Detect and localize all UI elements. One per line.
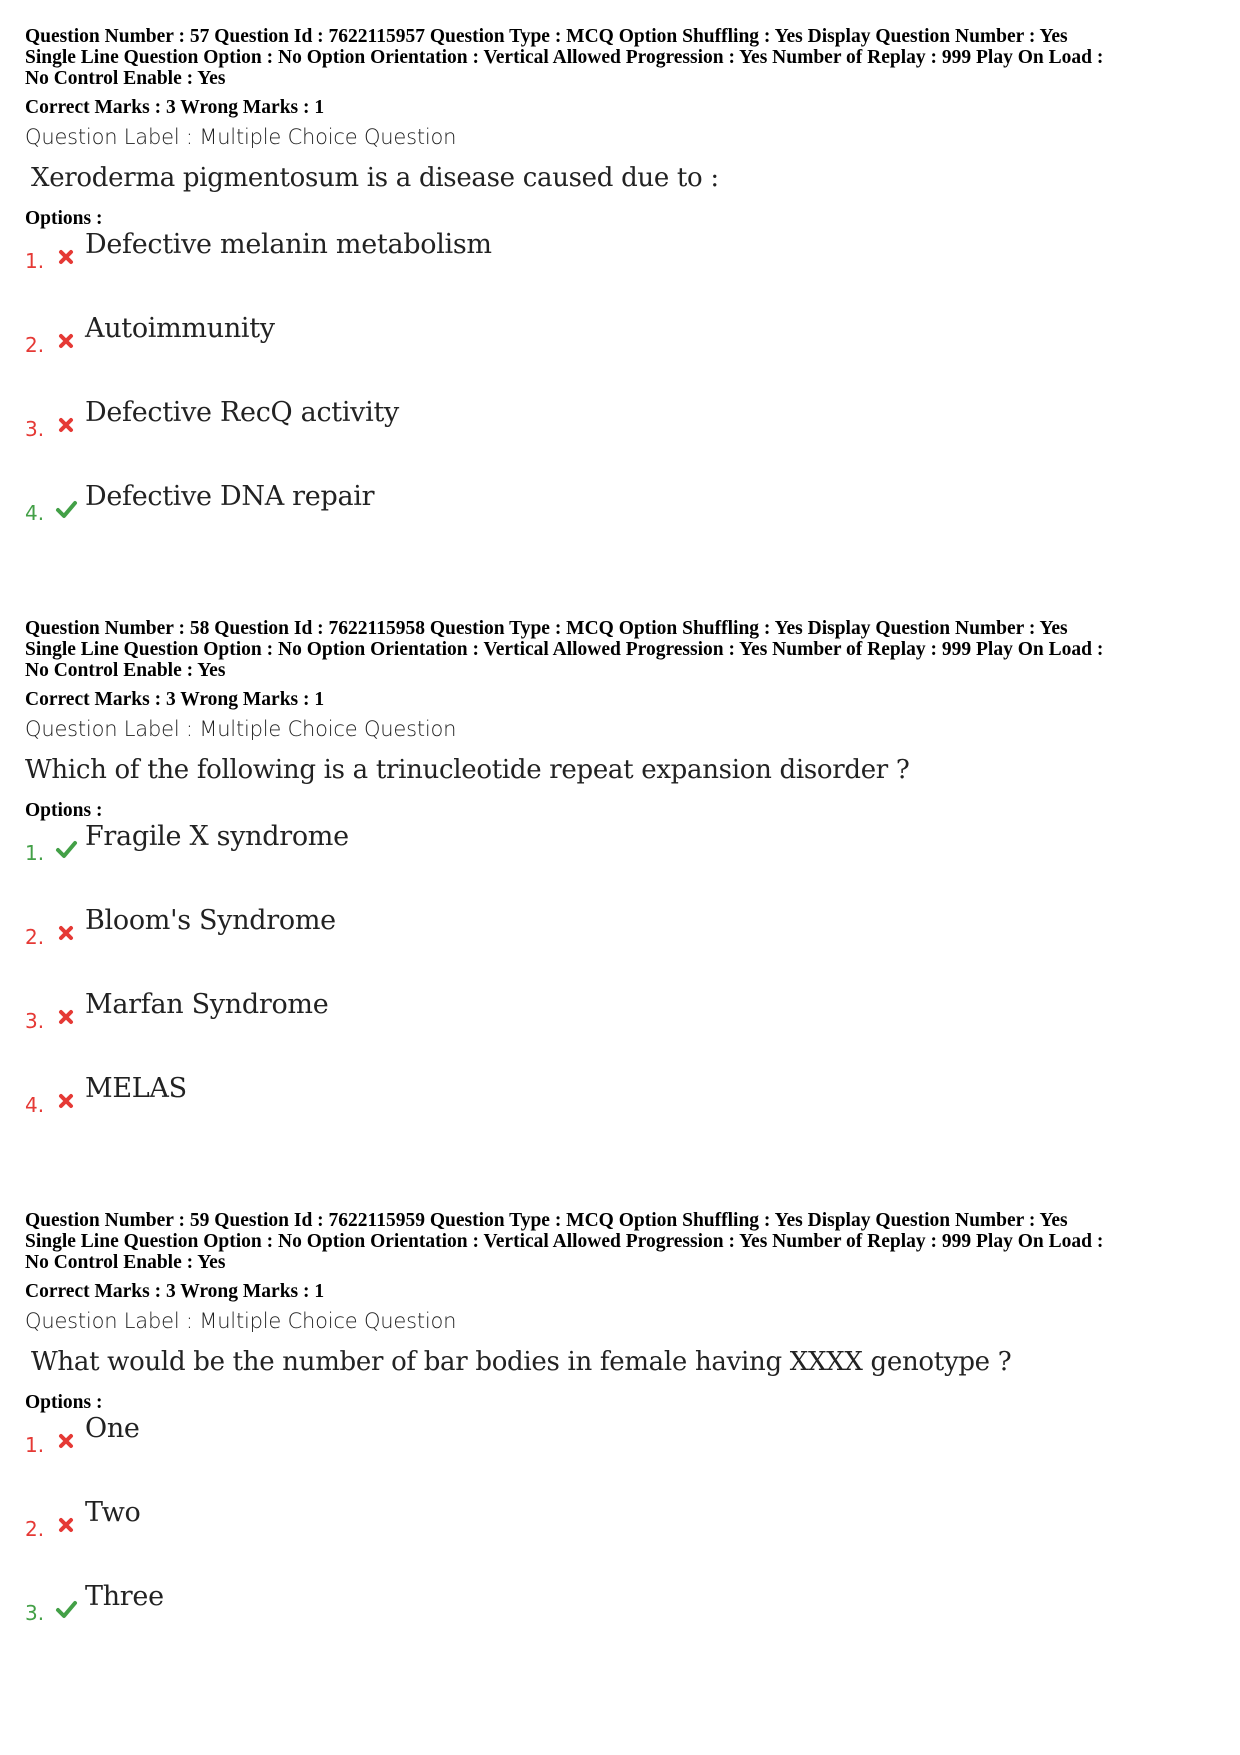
option-number: 1.	[25, 1433, 45, 1457]
question-text: What would be the number of bar bodies in female having XXXX genotype ?	[31, 1347, 1012, 1377]
cross-icon	[55, 330, 77, 352]
option-item	[25, 1498, 1220, 1582]
option-item	[25, 1582, 1220, 1666]
option-item	[25, 230, 1220, 314]
option-text: Autoimmunity	[85, 313, 275, 344]
question-meta-line: No Control Enable : Yes	[25, 1252, 226, 1273]
cross-icon	[55, 1090, 77, 1112]
option-text: One	[85, 1413, 140, 1444]
question-label: Question Label : Multiple Choice Question	[25, 1309, 457, 1333]
option-text: Defective melanin metabolism	[85, 229, 492, 260]
question-block-58	[25, 618, 1220, 1158]
option-number: 4.	[25, 501, 45, 525]
option-number: 1.	[25, 249, 45, 273]
question-meta-line: Question Number : 59 Question Id : 7622115959 Question Type : MCQ Option Shuffling : Yes Display Question Number : Yes	[25, 1210, 1068, 1231]
cross-icon	[55, 1514, 77, 1536]
option-item	[25, 314, 1220, 398]
question-block-57	[25, 26, 1220, 566]
cross-icon	[55, 922, 77, 944]
option-text: Bloom's Syndrome	[85, 905, 336, 936]
option-number: 4.	[25, 1093, 45, 1117]
question-meta-line: No Control Enable : Yes	[25, 68, 226, 89]
option-number: 2.	[25, 333, 45, 357]
question-text: Xeroderma pigmentosum is a disease caused due to :	[31, 163, 719, 193]
option-number: 2.	[25, 1517, 45, 1541]
option-item	[25, 990, 1220, 1074]
question-meta-line: Single Line Question Option : No Option Orientation : Vertical Allowed Progression : Yes Number of Replay : 999 Play On Load :	[25, 1231, 1104, 1252]
option-text: Fragile X syndrome	[85, 821, 349, 852]
cross-icon	[55, 1430, 77, 1452]
options-heading: Options :	[25, 1392, 103, 1413]
option-text: Three	[85, 1581, 164, 1612]
question-meta-line: Question Number : 58 Question Id : 7622115958 Question Type : MCQ Option Shuffling : Yes Display Question Number : Yes	[25, 618, 1068, 639]
question-meta-line: Question Number : 57 Question Id : 7622115957 Question Type : MCQ Option Shuffling : Yes Display Question Number : Yes	[25, 26, 1068, 47]
option-number: 3.	[25, 417, 45, 441]
check-icon	[53, 1598, 79, 1620]
option-number: 3.	[25, 1009, 45, 1033]
options-heading: Options :	[25, 800, 103, 821]
option-text: MELAS	[85, 1073, 187, 1104]
question-label: Question Label : Multiple Choice Question	[25, 125, 457, 149]
marks-line: Correct Marks : 3 Wrong Marks : 1	[25, 1281, 325, 1302]
option-item	[25, 1414, 1220, 1498]
option-text: Defective DNA repair	[85, 481, 375, 512]
option-item	[25, 1074, 1220, 1158]
marks-line: Correct Marks : 3 Wrong Marks : 1	[25, 97, 325, 118]
question-meta-line: No Control Enable : Yes	[25, 660, 226, 681]
marks-line: Correct Marks : 3 Wrong Marks : 1	[25, 689, 325, 710]
options-heading: Options :	[25, 208, 103, 229]
cross-icon	[55, 246, 77, 268]
option-item	[25, 398, 1220, 482]
cross-icon	[55, 1006, 77, 1028]
question-meta-line: Single Line Question Option : No Option Orientation : Vertical Allowed Progression : Yes Number of Replay : 999 Play On Load :	[25, 47, 1104, 68]
option-text: Defective RecQ activity	[85, 397, 399, 428]
option-text: Two	[85, 1497, 141, 1528]
option-item	[25, 906, 1220, 990]
question-meta-line: Single Line Question Option : No Option Orientation : Vertical Allowed Progression : Yes Number of Replay : 999 Play On Load :	[25, 639, 1104, 660]
cross-icon	[55, 414, 77, 436]
check-icon	[53, 838, 79, 860]
question-label: Question Label : Multiple Choice Question	[25, 717, 457, 741]
option-number: 3.	[25, 1601, 45, 1625]
option-number: 1.	[25, 841, 45, 865]
question-block-59	[25, 1210, 1220, 1666]
check-icon	[53, 498, 79, 520]
option-item	[25, 822, 1220, 906]
option-text: Marfan Syndrome	[85, 989, 329, 1020]
option-number: 2.	[25, 925, 45, 949]
option-item	[25, 482, 1220, 566]
question-text: Which of the following is a trinucleotide repeat expansion disorder ?	[25, 755, 910, 785]
